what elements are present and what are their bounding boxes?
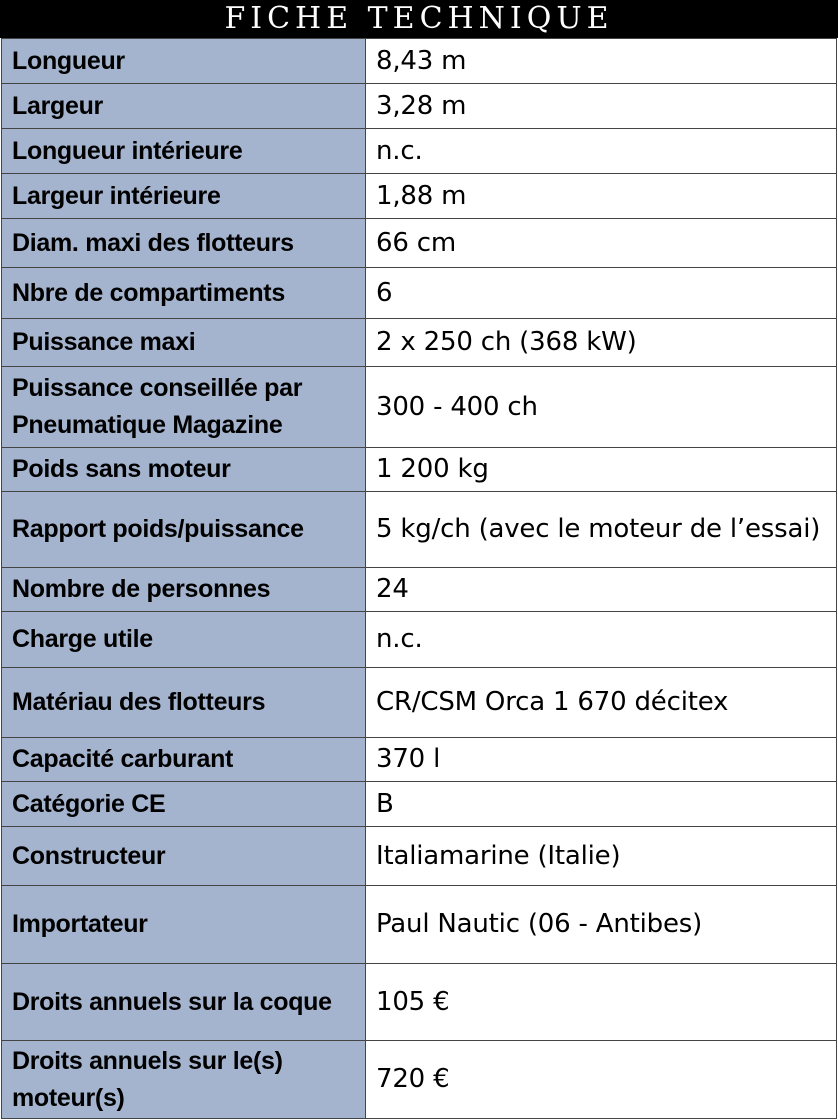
row-value: CR/CSM Orca 1 670 décitex <box>366 668 837 738</box>
row-value: Paul Nautic (06 - Antibes) <box>366 886 837 964</box>
row-value: 720 € <box>366 1041 837 1119</box>
table-row <box>2 782 837 827</box>
row-label: Matériau des flotteurs <box>2 668 366 738</box>
table-row <box>2 319 837 367</box>
table-row <box>2 1041 837 1119</box>
table-row <box>2 39 837 84</box>
row-label: Rapport poids/puissance <box>2 492 366 568</box>
row-label: Diam. maxi des flotteurs <box>2 219 366 268</box>
spec-table <box>1 38 837 1119</box>
row-value: 3,28 m <box>366 84 837 129</box>
sheet-title: FICHE TECHNIQUE <box>0 0 838 38</box>
row-label: Puissance maxi <box>2 319 366 367</box>
row-label: Nbre de compartiments <box>2 268 366 319</box>
row-label: Nombre de personnes <box>2 568 366 612</box>
row-label: Longueur intérieure <box>2 129 366 174</box>
row-label: Droits annuels sur le(s) moteur(s) <box>2 1041 366 1119</box>
row-label: Poids sans moteur <box>2 448 366 492</box>
row-value: 6 <box>366 268 837 319</box>
table-row <box>2 492 837 568</box>
table-row <box>2 448 837 492</box>
table-row <box>2 568 837 612</box>
table-row <box>2 174 837 219</box>
row-value: 24 <box>366 568 837 612</box>
row-value: Italiamarine (Italie) <box>366 827 837 886</box>
row-value: 8,43 m <box>366 39 837 84</box>
table-row <box>2 738 837 782</box>
row-value: B <box>366 782 837 827</box>
row-label: Importateur <box>2 886 366 964</box>
table-row <box>2 612 837 668</box>
table-row <box>2 886 837 964</box>
row-label: Longueur <box>2 39 366 84</box>
row-value: 300 - 400 ch <box>366 367 837 448</box>
row-label: Largeur <box>2 84 366 129</box>
row-value: 5 kg/ch (avec le moteur de l’essai) <box>366 492 837 568</box>
row-value: 370 l <box>366 738 837 782</box>
table-row <box>2 367 837 448</box>
row-label: Puissance conseillée par Pneumatique Magazine <box>2 367 366 448</box>
row-value: 1 200 kg <box>366 448 837 492</box>
row-value: 1,88 m <box>366 174 837 219</box>
row-value: 2 x 250 ch (368 kW) <box>366 319 837 367</box>
table-row <box>2 219 837 268</box>
row-label: Droits annuels sur la coque <box>2 964 366 1041</box>
row-value: 105 € <box>366 964 837 1041</box>
row-label: Largeur intérieure <box>2 174 366 219</box>
row-value: n.c. <box>366 129 837 174</box>
table-row <box>2 129 837 174</box>
table-row <box>2 84 837 129</box>
row-label: Constructeur <box>2 827 366 886</box>
table-row <box>2 964 837 1041</box>
row-value: 66 cm <box>366 219 837 268</box>
row-label: Capacité carburant <box>2 738 366 782</box>
row-label: Catégorie CE <box>2 782 366 827</box>
row-value: n.c. <box>366 612 837 668</box>
table-row <box>2 268 837 319</box>
table-row <box>2 827 837 886</box>
row-label: Charge utile <box>2 612 366 668</box>
table-row <box>2 668 837 738</box>
